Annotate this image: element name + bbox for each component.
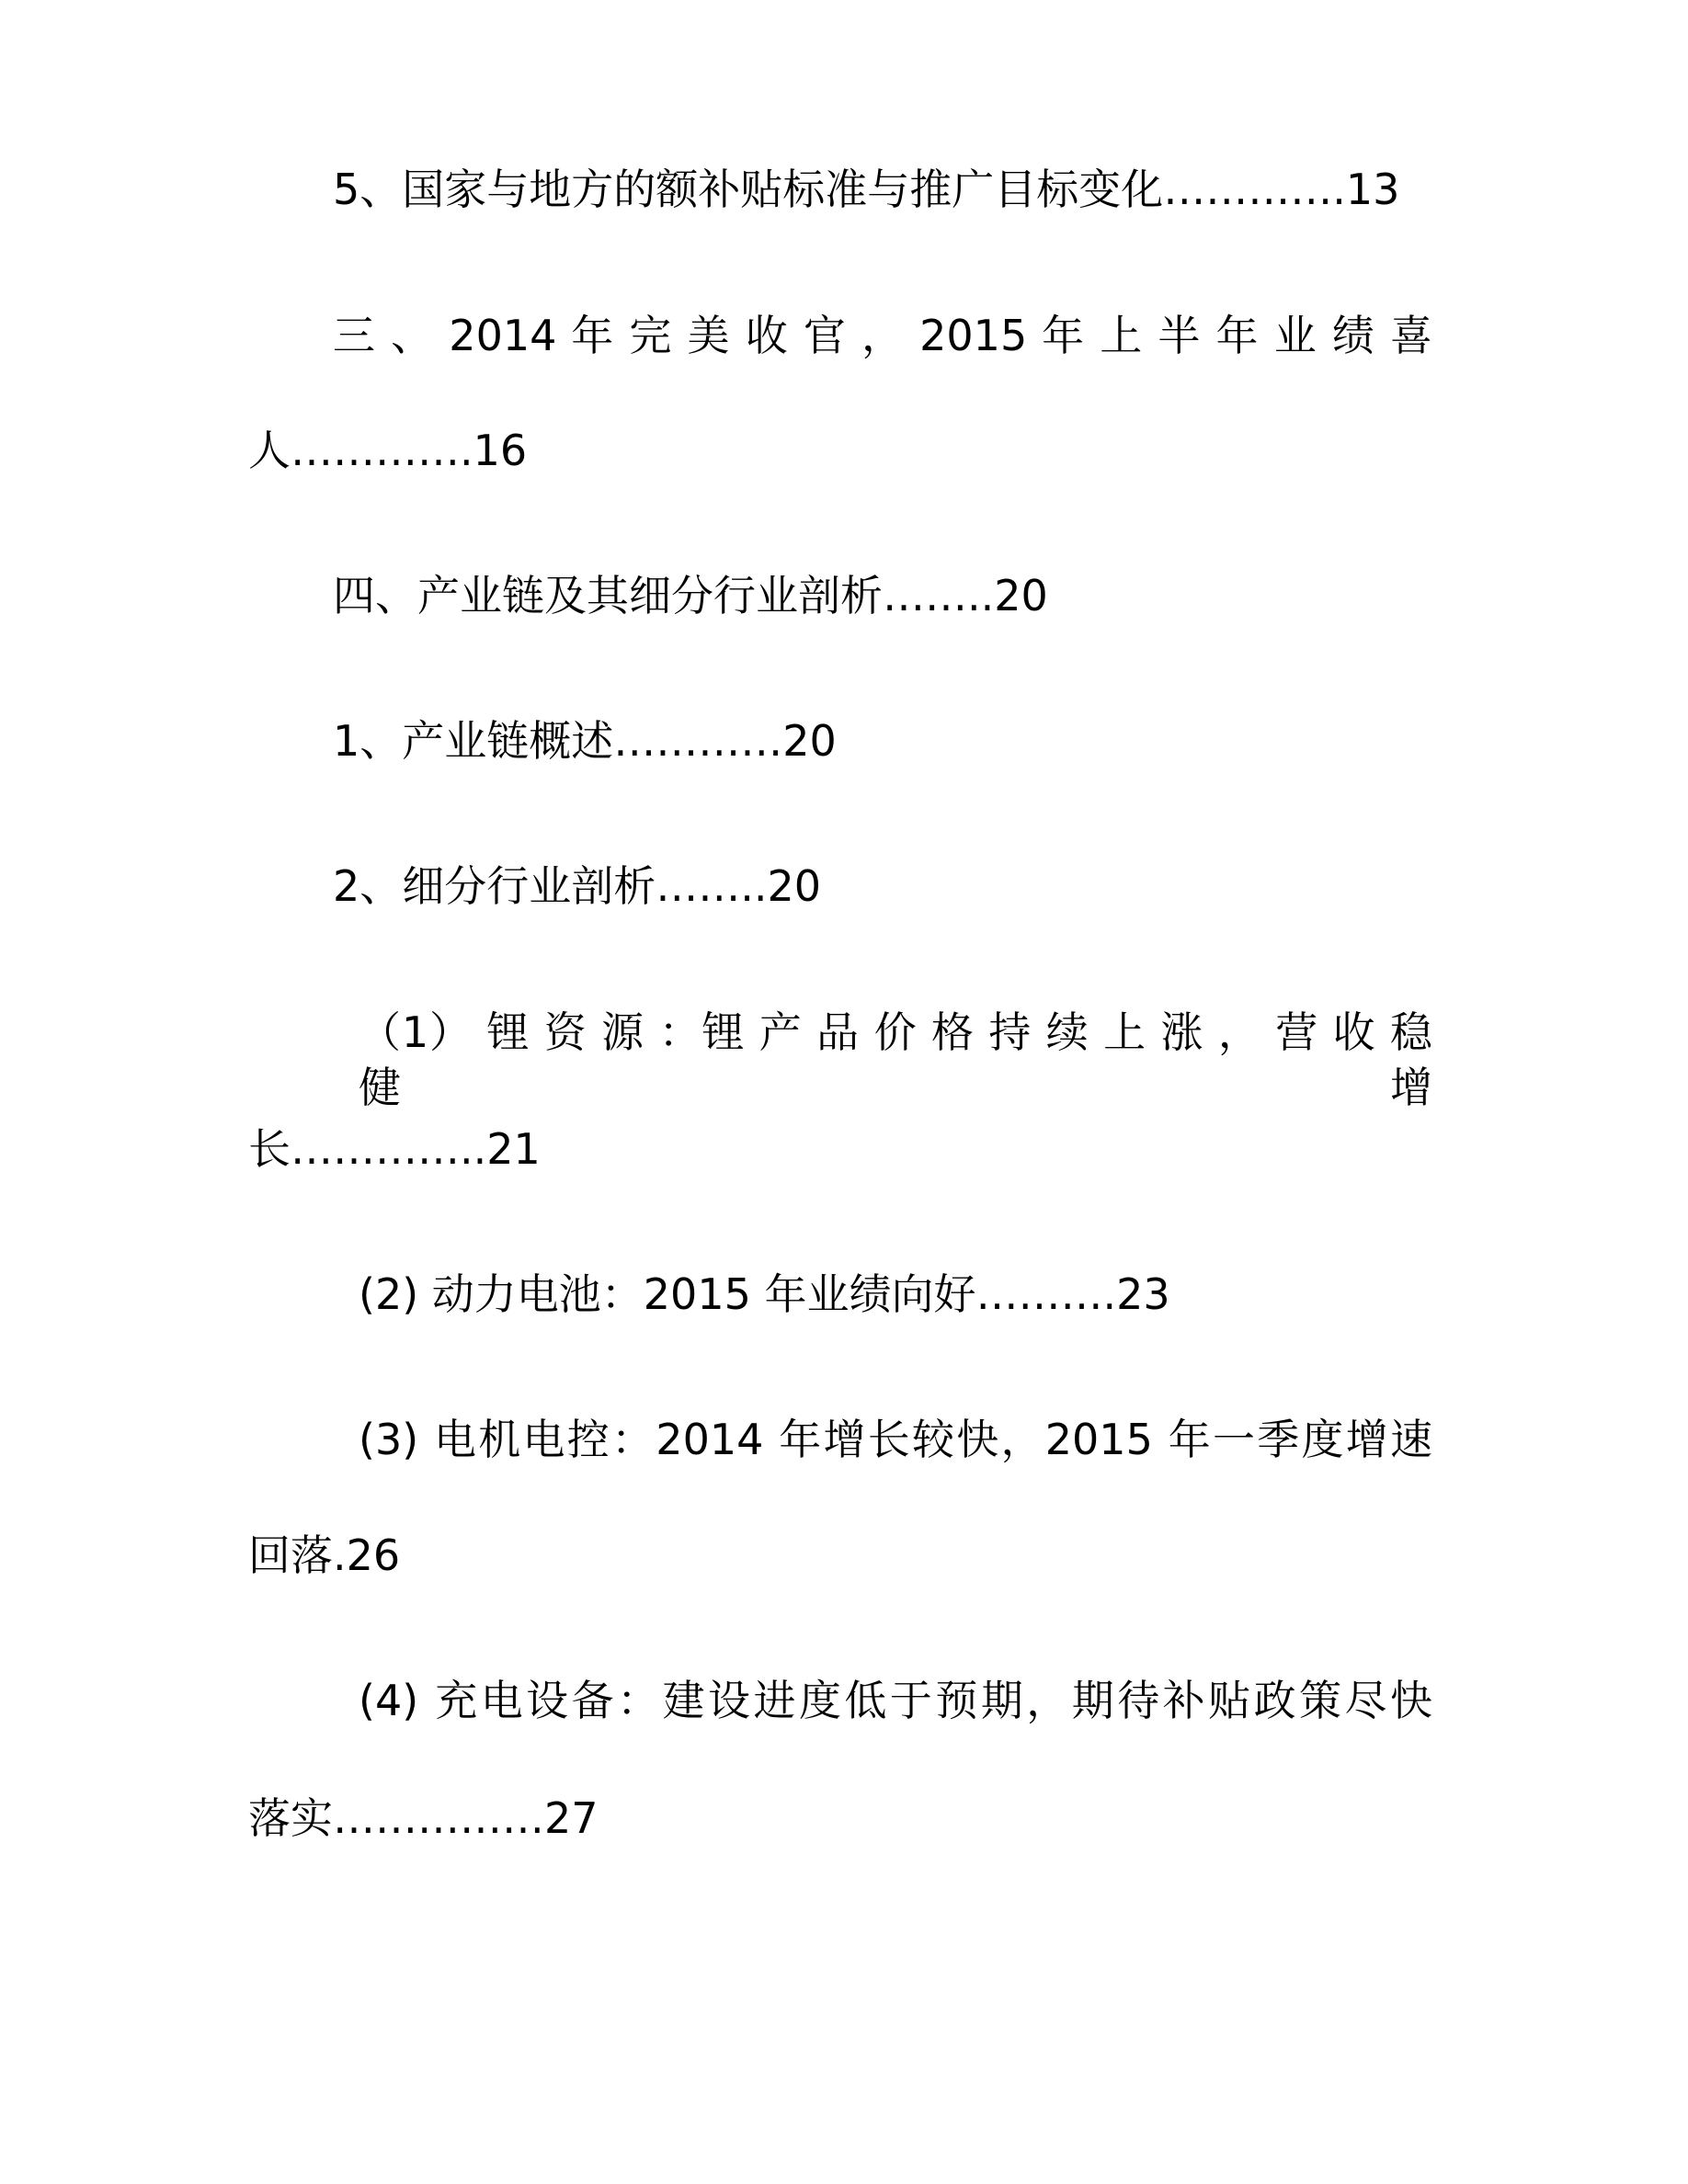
toc-entry-2014-results[interactable]: 三 、 2014 年 完 美 收 官 ， 2015 年 上 半 年 业 绩 喜 — [333, 311, 1432, 360]
toc-entry-segment-analysis[interactable]: 2、细分行业剖析……..20 — [333, 861, 822, 911]
toc-entry-power-battery[interactable]: (2) 动力电池：2015 年业绩向好……….23 — [359, 1269, 1170, 1319]
toc-entry-lithium-cont[interactable]: 长…………..21 — [248, 1124, 541, 1174]
toc-entry-chain-overview[interactable]: 1、产业链概述…………20 — [333, 716, 837, 766]
toc-entry-charging[interactable]: (4) 充电设备：建设进度低于预期，期待补贴政策尽快 — [359, 1676, 1432, 1725]
toc-entry-motor-control[interactable]: (3) 电机电控：2014 年增长较快，2015 年一季度增速 — [359, 1415, 1432, 1464]
toc-entry-charging-cont[interactable]: 落实……………27 — [248, 1793, 599, 1843]
toc-entry-industry-chain[interactable]: 四、产业链及其细分行业剖析……..20 — [333, 571, 1048, 620]
toc-entry-2014-results-cont[interactable]: 人………….16 — [248, 426, 528, 475]
toc-entry-motor-control-cont[interactable]: 回落.26 — [248, 1530, 401, 1580]
toc-entry-subsidy-standards[interactable]: 5、国家与地方的额补贴标准与推广目标变化………….13 — [333, 165, 1400, 214]
toc-entry-lithium[interactable]: （1） 锂 资 源 ：锂 产 品 价 格 持 续 上 涨 ， 营 收 稳 健 增 — [359, 1007, 1432, 1112]
